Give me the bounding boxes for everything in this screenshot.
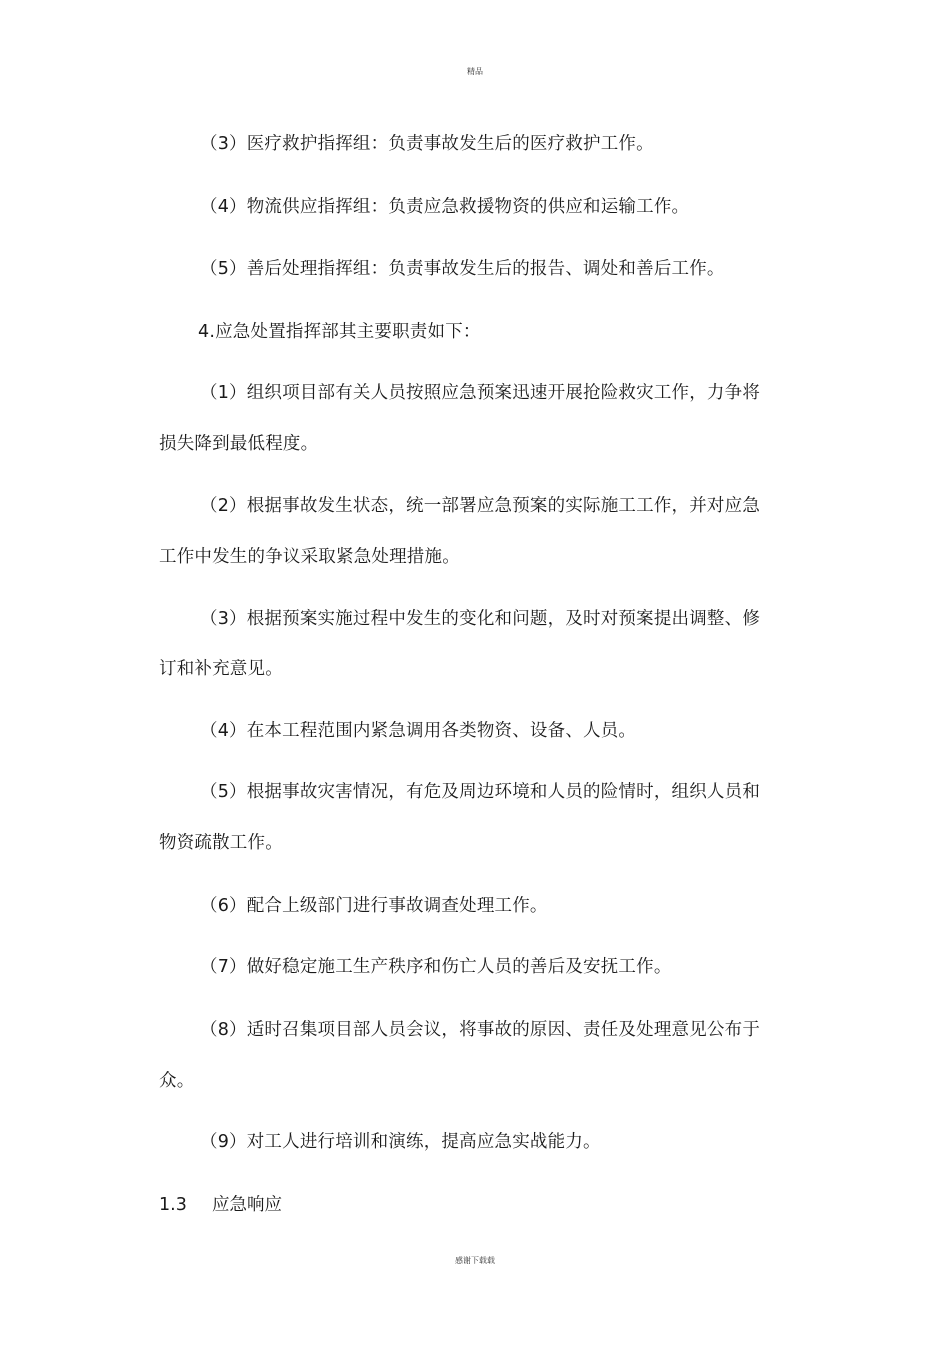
paragraph-line: （7）做好稳定施工生产秩序和伤亡人员的善后及安抚工作。 xyxy=(200,957,672,977)
paragraph-line: （4）在本工程范围内紧急调用各类物资、设备、人员。 xyxy=(200,721,637,741)
paragraph-line: （5）根据事故灾害情况，有危及周边环境和人员的险情时，组织人员和 xyxy=(200,782,761,802)
paragraph-line: 众。 xyxy=(159,1071,195,1091)
paragraph-line: （6）配合上级部门进行事故调查处理工作。 xyxy=(200,896,548,916)
paragraph-line: 损失降到最低程度。 xyxy=(159,434,319,454)
paragraph-line: （4）物流供应指挥组：负责应急救援物资的供应和运输工作。 xyxy=(200,197,690,217)
paragraph-line: 4.应急处置指挥部其主要职责如下： xyxy=(198,322,481,342)
paragraph-line: （8）适时召集项目部人员会议，将事故的原因、责任及处理意见公布于 xyxy=(200,1020,761,1040)
paragraph-line: （3）根据预案实施过程中发生的变化和问题，及时对预案提出调整、修 xyxy=(200,609,761,629)
page-footer: 感谢下载载 xyxy=(455,1256,495,1265)
section-number: 1.3 xyxy=(159,1195,187,1215)
paragraph-line: （1）组织项目部有关人员按照应急预案迅速开展抢险救灾工作，力争将 xyxy=(200,383,761,403)
paragraph-line: 工作中发生的争议采取紧急处理措施。 xyxy=(159,547,460,567)
paragraph-line: （5）善后处理指挥组：负责事故发生后的报告、调处和善后工作。 xyxy=(200,259,725,279)
paragraph-line: 物资疏散工作。 xyxy=(159,833,283,853)
paragraph-line: （2）根据事故发生状态，统一部署应急预案的实际施工工作，并对应急 xyxy=(200,496,761,516)
page-header: 精品 xyxy=(467,67,483,76)
paragraph-line: （9）对工人进行培训和演练，提高应急实战能力。 xyxy=(200,1132,601,1152)
paragraph-line: （3）医疗救护指挥组：负责事故发生后的医疗救护工作。 xyxy=(200,134,654,154)
paragraph-line: 订和补充意见。 xyxy=(159,659,283,679)
section-title: 应急响应 xyxy=(212,1195,282,1215)
